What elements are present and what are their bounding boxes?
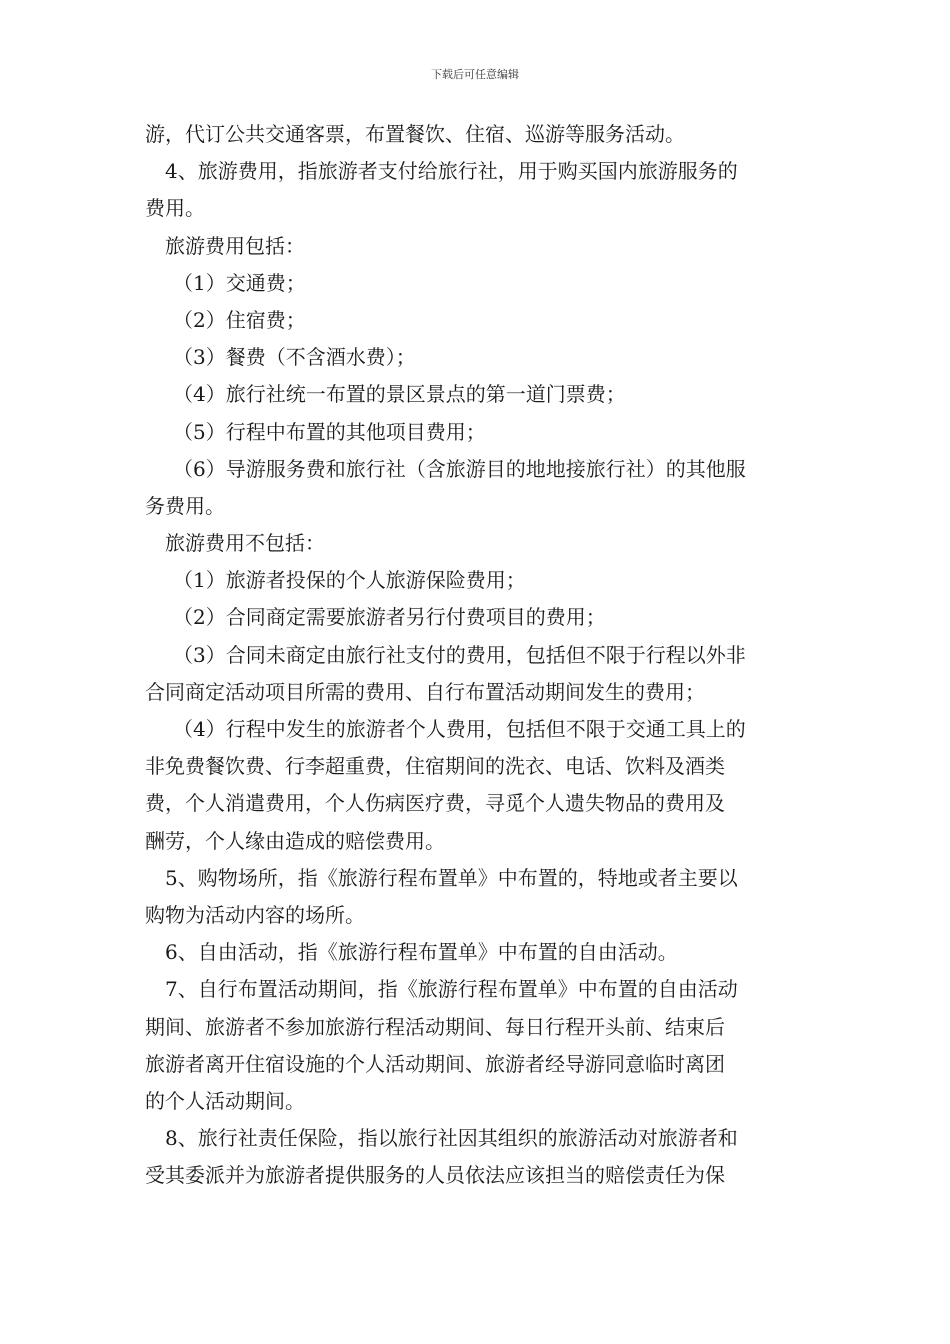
paragraph-line: 旅游者离开住宿设施的个人活动期间、旅游者经导游同意临时离团	[145, 1051, 725, 1076]
paragraph-line: 的个人活动期间。	[145, 1088, 305, 1113]
paragraph-line: 8、旅行社责任保险，指以旅行社因其组织的旅游活动对旅游者和	[165, 1126, 738, 1151]
list-item: （4）行程中发生的旅游者个人费用，包括但不限于交通工具上的	[173, 717, 746, 741]
list-item: （2）合同商定需要旅游者另行付费项目的费用；	[173, 605, 606, 630]
paragraph-line: 旅游费用不包括：	[165, 531, 325, 556]
page-header: 下载后可任意编辑	[431, 68, 519, 81]
paragraph-line: 7、自行布置活动期间，指《旅游行程布置单》中布置的自由活动	[165, 977, 738, 1002]
list-item: （6）导游服务费和旅行社（含旅游目的地地接旅行社）的其他服	[173, 456, 746, 481]
list-item: （1）旅游者投保的个人旅游保险费用；	[173, 568, 526, 593]
paragraph-line: 期间、旅游者不参加旅游行程活动期间、每日行程开头前、结束后	[145, 1014, 725, 1039]
list-item: （3）合同未商定由旅行社支付的费用，包括但不限于行程以外非	[173, 642, 746, 667]
paragraph-line: 游，代订公共交通客票，布置餐饮、住宿、巡游等服务活动。	[145, 122, 685, 146]
list-item: （2）住宿费；	[173, 307, 306, 332]
paragraph-line: 5、购物场所，指《旅游行程布置单》中布置的，特地或者主要以	[165, 865, 738, 890]
paragraph-line: 购物为活动内容的场所。	[145, 902, 365, 927]
list-item: （5）行程中布置的其他项目费用；	[173, 419, 486, 444]
list-item: （4）旅行社统一布置的景区景点的第一道门票费；	[173, 382, 626, 407]
paragraph-line: 费，个人消遣费用，个人伤病医疗费，寻觅个人遗失物品的费用及	[145, 791, 725, 816]
paragraph-line: 受其委派并为旅游者提供服务的人员依法应该担当的赔偿责任为保	[145, 1163, 725, 1188]
paragraph-line: 务费用。	[145, 493, 225, 518]
paragraph-line: 4、旅游费用，指旅游者支付给旅行社，用于购买国内旅游服务的	[165, 159, 738, 184]
paragraph-line: 费用。	[145, 196, 205, 221]
paragraph-line: 合同商定活动项目所需的费用、自行布置活动期间发生的费用；	[145, 679, 705, 704]
list-item: （3）餐费（不含酒水费）；	[173, 345, 416, 370]
paragraph-line: 旅游费用包括：	[165, 233, 305, 258]
paragraph-line: 非免费餐饮费、行李超重费，住宿期间的洗衣、电话、饮料及酒类	[145, 754, 725, 779]
document-body	[145, 116, 807, 1194]
list-item: （1）交通费；	[173, 270, 306, 295]
paragraph-line: 酬劳，个人缘由造成的赔偿费用。	[145, 828, 445, 853]
paragraph-line: 6、自由活动，指《旅游行程布置单》中布置的自由活动。	[165, 940, 678, 965]
